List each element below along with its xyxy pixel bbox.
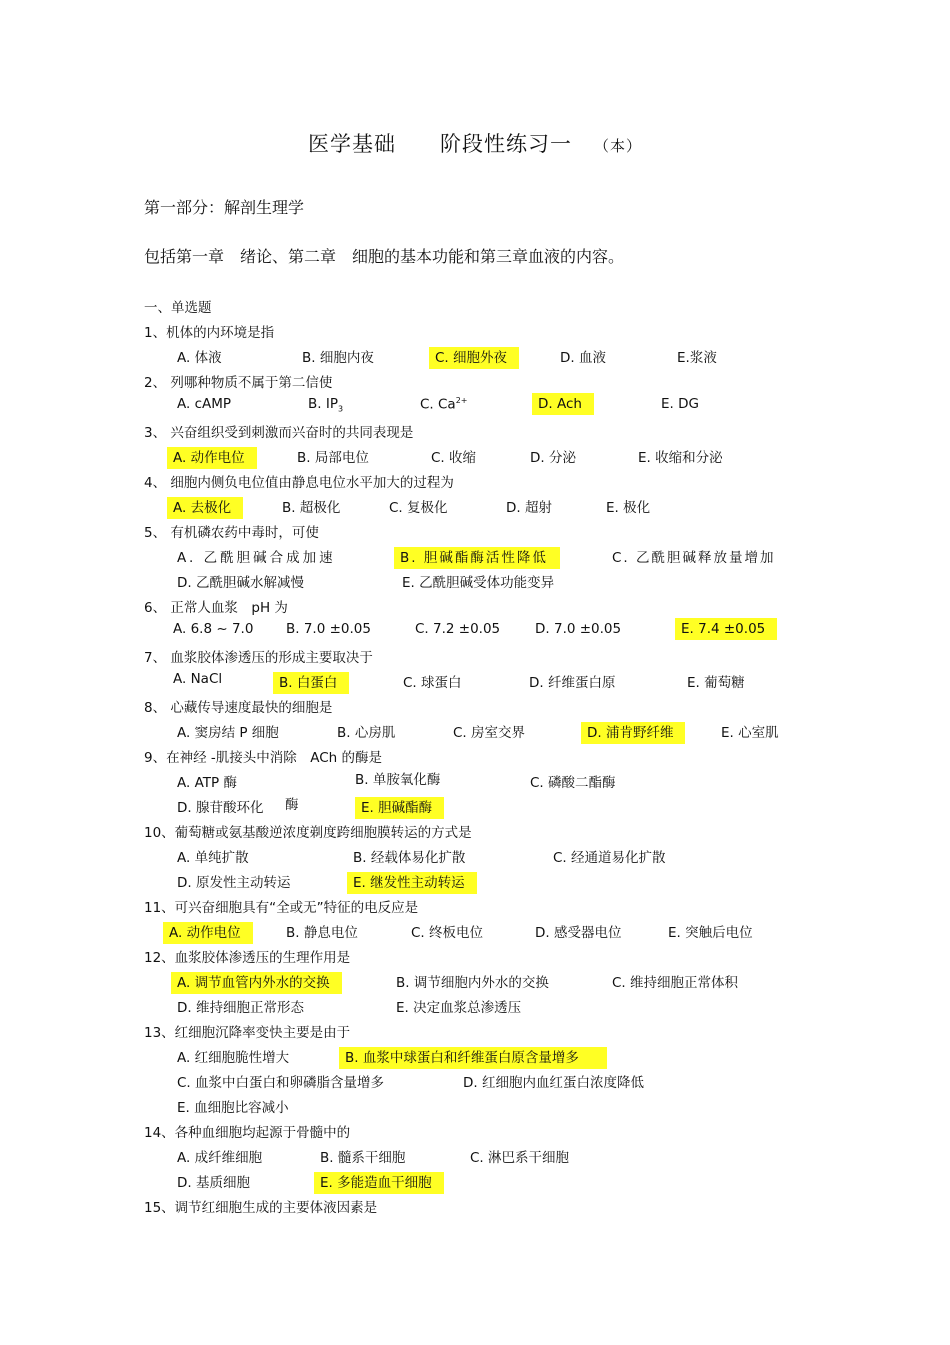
- q1-option-a: A. 体液: [177, 350, 222, 366]
- question-11: 11、可兴奋细胞具有“全或无”特征的电反应是: [144, 900, 419, 916]
- section-heading: 一、单选题: [144, 300, 212, 316]
- q12-option-c: C. 维持细胞正常体积: [612, 975, 739, 991]
- q8-option-b: B. 心房肌: [337, 725, 396, 741]
- q11-option-b: B. 静息电位: [286, 925, 358, 941]
- q7-option-c: C. 球蛋白: [403, 675, 462, 691]
- answer-highlight: A. 动作电位: [167, 447, 257, 469]
- question-15: 15、调节红细胞生成的主要体液因素是: [144, 1200, 378, 1216]
- q2-option-e: E. DG: [661, 396, 699, 412]
- question-5: 5、 有机磷农药中毒时，可使: [144, 525, 319, 541]
- q4-option-a: [173, 496, 243, 516]
- q1-option-b: B. 细胞内夜: [302, 350, 374, 366]
- q10-option-d: D. 原发性主动转运: [177, 875, 291, 891]
- answer-highlight: E. 继发性主动转运: [347, 872, 477, 894]
- q9-option-d-tail: 酶: [285, 797, 299, 813]
- q8-option-d: [587, 721, 685, 741]
- question-8: 8、 心藏传导速度最快的细胞是: [144, 700, 333, 716]
- q6-option-b: B. 7.0 ±0.05: [286, 621, 371, 637]
- q11-option-c: C. 终板电位: [411, 925, 484, 941]
- q3-option-a: [173, 446, 257, 466]
- q11-option-e: E. 突触后电位: [668, 925, 753, 941]
- page-title: [0, 128, 950, 158]
- answer-highlight: B. 白蛋白: [273, 672, 349, 694]
- q4-option-c: C. 复极化: [389, 500, 448, 516]
- question-4: 4、 细胞内侧负电位值由静息电位水平加大的过程为: [144, 475, 454, 491]
- title-part-b: 阶段性练习一: [439, 132, 572, 156]
- q3-option-c: C. 收缩: [431, 450, 477, 466]
- answer-highlight: B. 胆碱酯酶活性降低: [394, 547, 560, 569]
- q14-option-e: [320, 1171, 444, 1191]
- q14-option-a: A. 成纤维细胞: [177, 1150, 263, 1166]
- q7-option-b: [279, 671, 349, 691]
- q13-option-c: C. 血浆中白蛋白和卵磷脂含量增多: [177, 1075, 385, 1091]
- q12-option-a: [177, 971, 342, 991]
- q8-option-a: A. 窦房结 P 细胞: [177, 725, 279, 741]
- q4-option-b: B. 超极化: [282, 500, 341, 516]
- q7-option-e: E. 葡萄糖: [687, 675, 745, 691]
- q2-option-d: [538, 396, 594, 412]
- q9-option-c: C. 磷酸二酯酶: [530, 775, 616, 791]
- answer-highlight: E. 多能造血干细胞: [314, 1172, 444, 1194]
- q9-option-d: D. 腺苷酸环化: [177, 800, 264, 816]
- q4-option-d: D. 超射: [506, 500, 552, 516]
- q6-option-a: A. 6.8 ~ 7.0: [173, 621, 254, 637]
- title-part-a: 医学基础: [307, 132, 396, 156]
- q6-option-e: [681, 621, 777, 637]
- q14-option-d: D. 基质细胞: [177, 1175, 250, 1191]
- q13-option-e: E. 血细胞比容减小: [177, 1100, 289, 1116]
- q10-option-e: [353, 871, 477, 891]
- q8-option-e: E. 心室肌: [721, 725, 779, 741]
- q2-option-b: [308, 396, 343, 414]
- q7-option-d: D. 纤维蛋白原: [529, 675, 616, 691]
- question-14: 14、各种血细胞均起源于骨髓中的: [144, 1125, 351, 1141]
- question-2: 2、 列哪种物质不属于第二信使: [144, 375, 333, 391]
- q13-option-b: [345, 1046, 607, 1066]
- q11-option-d: D. 感受器电位: [535, 925, 622, 941]
- q10-option-c: C. 经通道易化扩散: [553, 850, 666, 866]
- question-12: 12、血浆胶体渗透压的生理作用是: [144, 950, 351, 966]
- q10-option-b: B. 经载体易化扩散: [353, 850, 466, 866]
- q4-option-e: E. 极化: [606, 500, 651, 516]
- q14-option-b: B. 髓系干细胞: [320, 1150, 406, 1166]
- q11-option-a: [169, 921, 253, 941]
- q6-option-d: D. 7.0 ±0.05: [535, 621, 622, 637]
- part-heading: 第一部分：解剖生理学: [144, 198, 305, 217]
- q13-option-d: D. 红细胞内血红蛋白浓度降低: [463, 1075, 644, 1091]
- answer-highlight: D. 浦肯野纤维: [581, 722, 685, 744]
- q3-option-d: D. 分泌: [530, 450, 576, 466]
- q5-option-e: E. 乙酰胆碱受体功能变异: [402, 575, 555, 591]
- answer-highlight: D. Ach: [532, 393, 594, 415]
- question-1: 1、机体的内环境是指: [144, 325, 275, 341]
- answer-highlight: B. 血浆中球蛋白和纤维蛋白原含量增多: [339, 1047, 607, 1069]
- q2-option-a: A. cAMP: [177, 396, 232, 412]
- answer-highlight: A. 动作电位: [163, 922, 253, 944]
- answer-highlight: E. 7.4 ±0.05: [675, 618, 777, 640]
- answer-highlight: A. 调节血管内外水的交换: [171, 972, 342, 994]
- question-6: 6、 正常人血浆 pH 为: [144, 600, 288, 616]
- answer-highlight: A. 去极化: [167, 497, 243, 519]
- q5-option-b: [400, 546, 560, 566]
- q9-option-a: A. ATP 酶: [177, 775, 237, 791]
- q2-subscript: 3: [337, 404, 344, 414]
- q2-option-b-text: B. IP: [308, 396, 338, 412]
- question-9: 9、在神经 -肌接头中消除 ACh 的酶是: [144, 750, 383, 766]
- scope-text: 包括第一章 绪论、第二章 细胞的基本功能和第三章血液的内容。: [144, 247, 625, 266]
- q3-option-b: B. 局部电位: [297, 450, 369, 466]
- q12-option-b: B. 调节细胞内外水的交换: [396, 975, 549, 991]
- q1-option-e: E.浆液: [677, 350, 717, 366]
- q9-option-b: B. 单胺氧化酶: [355, 772, 441, 788]
- question-3: 3、 兴奋组织受到刺激而兴奋时的共同表现是: [144, 425, 414, 441]
- answer-highlight: E. 胆碱酯酶: [355, 797, 444, 819]
- q5-option-d: D. 乙酰胆碱水解减慢: [177, 575, 304, 591]
- q2-option-c-text: C. Ca: [420, 396, 456, 413]
- question-13: 13、红细胞沉降率变快主要是由于: [144, 1025, 351, 1041]
- q2-option-c: [420, 396, 468, 413]
- q1-option-d: D. 血液: [560, 350, 606, 366]
- q9-option-e: [361, 796, 444, 816]
- q12-option-d: D. 维持细胞正常形态: [177, 1000, 304, 1016]
- q13-option-a: A. 红细胞脆性增大: [177, 1050, 290, 1066]
- q8-option-c: C. 房室交界: [453, 725, 526, 741]
- question-10: 10、葡萄糖或氨基酸逆浓度剃度跨细胞膜转运的方式是: [144, 825, 472, 841]
- answer-highlight: C. 细胞外夜: [429, 347, 519, 369]
- question-7: 7、 血浆胶体渗透压的形成主要取决于: [144, 650, 373, 666]
- q7-option-a: A. NaCl: [173, 671, 223, 687]
- title-suffix: （本）: [593, 137, 642, 155]
- q2-superscript: 2+: [455, 396, 468, 405]
- q3-option-e: E. 收缩和分泌: [638, 450, 723, 466]
- q14-option-c: C. 淋巴系干细胞: [470, 1150, 570, 1166]
- q1-option-c: [435, 346, 519, 366]
- q10-option-a: A. 单纯扩散: [177, 850, 249, 866]
- q12-option-e: E. 决定血浆总渗透压: [396, 1000, 522, 1016]
- q5-option-c: C. 乙酰胆碱释放量增加: [612, 550, 776, 566]
- q6-option-c: C. 7.2 ±0.05: [415, 621, 501, 637]
- q5-option-a: A. 乙酰胆碱合成加速: [177, 550, 336, 566]
